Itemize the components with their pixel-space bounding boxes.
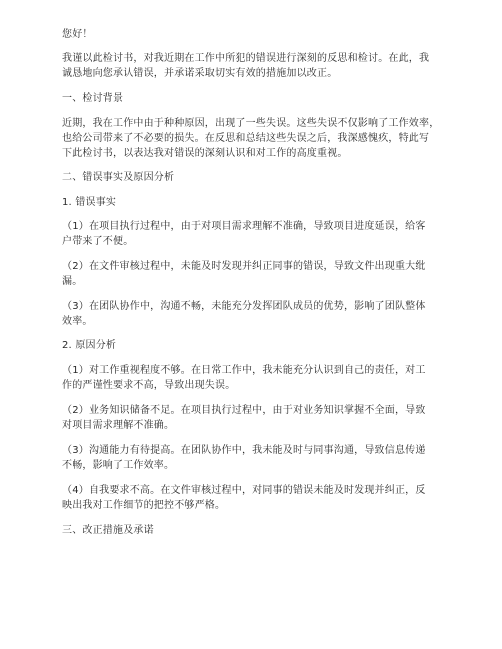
section-title-background: 一、检讨背景 bbox=[62, 93, 124, 104]
background-line-2: 也给公司带来了不必要的损失。在反思和总结这些失误之后，我深感愧疚，特此写 bbox=[62, 133, 430, 144]
cause-1-line-2: 作的严谨性要求不高，导致出现失误。 bbox=[62, 380, 236, 391]
background-line-3: 下此检讨书，以表达我对错误的深刻认识和对工作的高度重视。 bbox=[62, 148, 348, 159]
intro-line-2: 诚恳地向您承认错误，并承诺采取切实有效的措施加以改正。 bbox=[62, 68, 338, 79]
fact-1-line-2: 户带来了不便。 bbox=[62, 236, 134, 247]
fact-3-line-2: 效率。 bbox=[62, 316, 93, 327]
section-title-measures: 三、改正措施及承诺 bbox=[62, 525, 154, 536]
fact-2-line-2: 漏。 bbox=[62, 276, 83, 287]
greeting: 您好！ bbox=[62, 29, 93, 40]
cause-1-line-1: （1）对工作重视程度不够。在日常工作中，我未能充分认识到自己的责任，对工 bbox=[62, 365, 426, 376]
cause-4-line-1: （4）自我要求不高。在文件审核过程中，对同事的错误未能及时发现并纠正，反 bbox=[62, 485, 426, 496]
subsection-title-causes: 2. 原因分析 bbox=[62, 340, 117, 351]
cause-3-line-2: 不畅，影响了工作效率。 bbox=[62, 460, 175, 471]
intro-line-1: 我谨以此检讨书，对我近期在工作中所犯的错误进行深刻的反思和检讨。在此，我 bbox=[62, 53, 430, 64]
background-line-1: 近期，我在工作中由于种种原因，出现了一些失误。这些失误不仅影响了工作效率， bbox=[62, 118, 440, 129]
subsection-title-facts: 1. 错误事实 bbox=[62, 197, 117, 208]
cause-2-line-1: （2）业务知识储备不足。在项目执行过程中，由于对业务知识掌握不全面，导致 bbox=[62, 405, 426, 416]
cause-2-line-2: 对项目需求理解不准确。 bbox=[62, 420, 175, 431]
fact-3-line-1: （3）在团队协作中，沟通不畅，未能充分发挥团队成员的优势，影响了团队整体 bbox=[62, 301, 426, 312]
cause-4-line-2: 映出我对工作细节的把控不够严格。 bbox=[62, 500, 226, 511]
fact-2-line-1: （2）在文件审核过程中，未能及时发现并纠正同事的错误，导致文件出现重大纰 bbox=[62, 261, 426, 272]
section-title-errors: 二、错误事实及原因分析 bbox=[62, 172, 175, 183]
fact-1-line-1: （1）在项目执行过程中，由于对项目需求理解不准确，导致项目进度延误，给客 bbox=[62, 221, 426, 232]
cause-3-line-1: （3）沟通能力有待提高。在团队协作中，我未能及时与同事沟通，导致信息传递 bbox=[62, 445, 426, 456]
